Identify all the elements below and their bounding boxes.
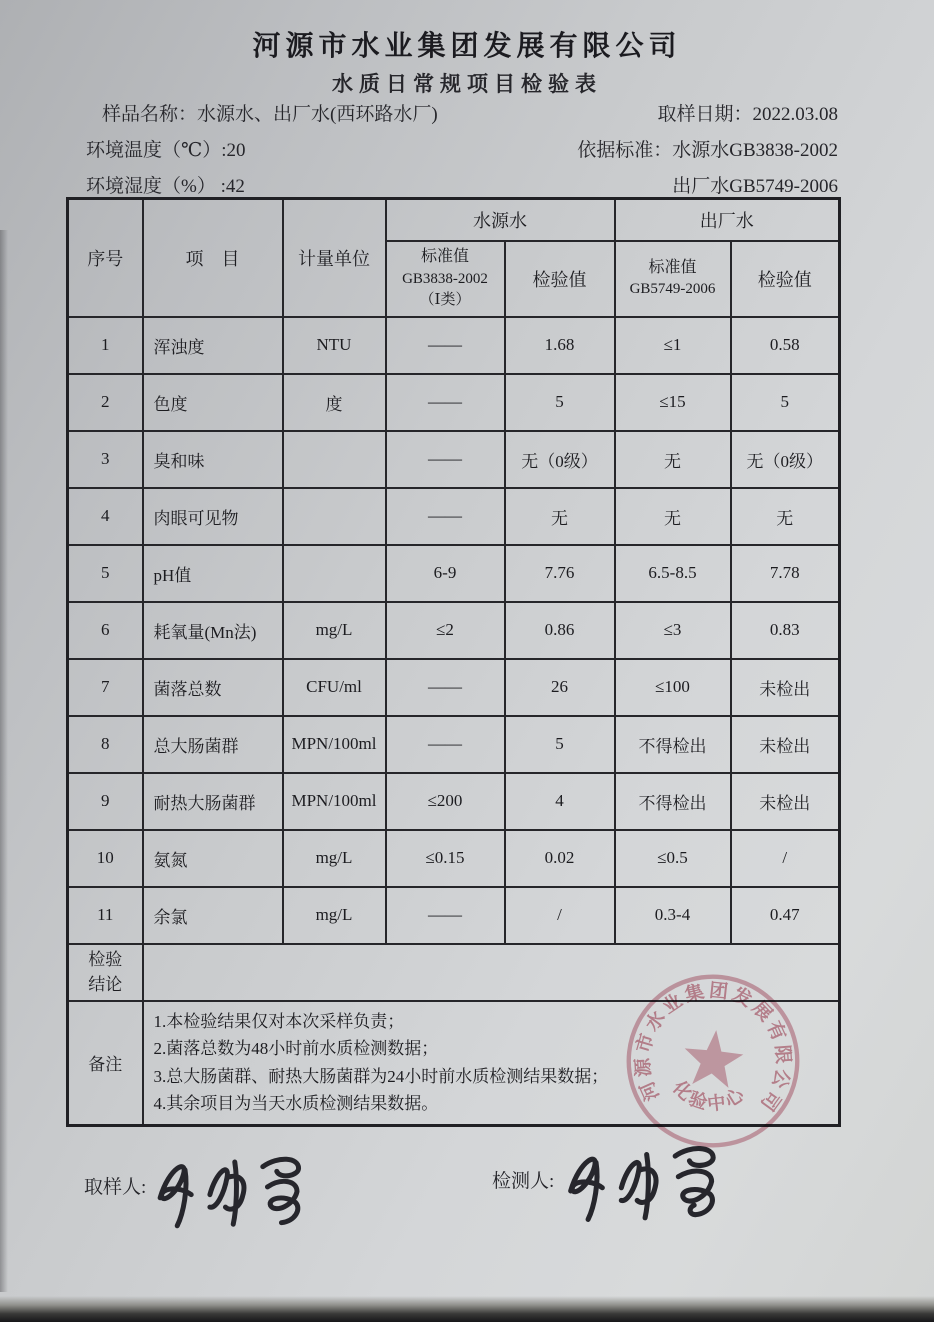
cell-no: 7 [68,659,143,716]
cell-no: 3 [68,431,143,488]
cell-source-standard: ≤0.15 [386,830,505,887]
table-row [68,602,840,659]
standard-outlet-water: 出厂水GB5749-2006 [672,176,838,197]
cell-item: 臭和味 [143,431,283,488]
report-info [86,99,838,207]
cell-source-value: 5 [505,716,615,773]
table-row [68,887,840,944]
svg-text:化验中心: 化验中心 [668,1076,750,1115]
table-row [68,716,840,773]
cell-outlet-standard: 无 [615,488,731,545]
header-item: 项 目 [143,199,283,317]
cell-outlet-standard: ≤3 [615,602,731,659]
svg-text:河源市水业集团发展有限公司: 河源市水业集团发展有限公司 [632,980,794,1117]
cell-outlet-value: 0.83 [731,602,840,659]
cell-no: 4 [68,488,143,545]
cell-outlet-standard: ≤1 [615,317,731,374]
cell-outlet-standard: 不得检出 [615,716,731,773]
cell-no: 6 [68,602,143,659]
cell-source-value: 7.76 [505,545,615,602]
source-standard-class: （Ⅰ类） [419,291,471,308]
source-standard-label: 标准值 [420,248,469,266]
sample-name: 样品名称：水源水、出厂水(西环路水厂) [102,104,438,125]
header-no: 序号 [68,199,143,317]
cell-outlet-value: 0.47 [731,887,840,944]
env-temperature: 环境温度（℃）:20 [86,140,246,161]
cell-item: 浑浊度 [143,317,283,374]
company-title: 河源市水业集团发展有限公司 [252,31,682,62]
photo-left-shadow [0,230,8,1292]
cell-outlet-standard: 不得检出 [615,773,731,830]
table-row [68,431,840,488]
cell-outlet-value: 0.58 [731,317,840,374]
sampler-label: 取样人: [84,1177,147,1198]
cell-item: 耗氧量(Mn法) [143,602,283,659]
table-row [68,773,840,830]
cell-source-value: 无（0级） [505,431,615,488]
header-source-test-value: 检验值 [505,241,615,317]
cell-outlet-standard: ≤0.5 [615,830,731,887]
remark-line: 2.菌落总数为48小时前水质检测数据； [153,1039,439,1059]
cell-outlet-value: 未检出 [731,773,840,830]
remark-line: 3.总大肠菌群、耐热大肠菌群为24小时前水质检测结果数据； [153,1066,609,1086]
sampling-date: 取样日期：2022.03.08 [657,104,838,125]
remark-line: 4.其余项目为当天水质检测结果数据。 [153,1094,439,1114]
cell-source-value: 26 [505,659,615,716]
header-row-groups [68,199,840,241]
cell-source-standard: —— [386,317,505,374]
cell-outlet-standard: 6.5-8.5 [615,545,731,602]
cell-outlet-standard: 0.3-4 [615,887,731,944]
cell-item: 肉眼可见物 [143,488,283,545]
cell-source-standard: —— [386,887,505,944]
cell-no: 10 [68,830,143,887]
table-row [68,659,840,716]
env-humidity: 环境湿度（%） :42 [86,176,245,197]
standard-source-water: 依据标准：水源水GB3838-2002 [577,140,838,161]
cell-outlet-value: 无 [731,488,840,545]
header-outlet-test-value: 检验值 [731,241,840,317]
outlet-standard-label: 标准值 [648,258,697,276]
sampler-signature [146,1148,336,1232]
table-row [68,830,840,887]
cell-item: 氨氮 [143,830,283,887]
cell-no: 5 [68,545,143,602]
cell-unit: 度 [283,374,386,431]
stamp-star-icon [681,1027,745,1089]
table-row [68,488,840,545]
cell-outlet-value: 未检出 [731,716,840,773]
remarks-label: 备注 [68,1001,143,1126]
cell-no: 1 [68,317,143,374]
cell-unit [283,545,386,602]
form-title: 水质日常规项目检验表 [332,72,602,96]
cell-item: 耐热大肠菌群 [143,773,283,830]
company-seal-stamp [612,960,814,1162]
cell-unit: MPN/100ml [283,773,386,830]
cell-source-value: 1.68 [505,317,615,374]
cell-item: 总大肠菌群 [143,716,283,773]
cell-source-value: 无 [505,488,615,545]
cell-outlet-value: 5 [731,374,840,431]
info-line-2 [86,135,838,162]
cell-source-standard: —— [386,431,505,488]
cell-unit [283,488,386,545]
cell-item: 余氯 [143,887,283,944]
cell-item: 色度 [143,374,283,431]
cell-no: 2 [68,374,143,431]
cell-unit [283,431,386,488]
cell-unit: NTU [283,317,386,374]
cell-unit: CFU/ml [283,659,386,716]
cell-source-standard: —— [386,374,505,431]
cell-outlet-value: / [731,830,840,887]
cell-source-value: 5 [505,374,615,431]
cell-source-value: / [505,887,615,944]
cell-source-standard: —— [386,488,505,545]
cell-source-standard: 6-9 [386,545,505,602]
signature-area [0,1150,934,1260]
header-outlet-standard [615,241,731,317]
header-source-standard [386,241,505,317]
cell-source-value: 0.02 [505,830,615,887]
cell-no: 11 [68,887,143,944]
cell-item: pH值 [143,545,283,602]
tester-signature [558,1138,748,1228]
cell-outlet-value: 7.78 [731,545,840,602]
cell-outlet-standard: ≤15 [615,374,731,431]
cell-outlet-standard: ≤100 [615,659,731,716]
source-standard-code: GB3838-2002 [402,270,488,287]
cell-outlet-value: 无（0级） [731,431,840,488]
header-source-water: 水源水 [386,199,615,241]
cell-source-value: 4 [505,773,615,830]
cell-outlet-standard: 无 [615,431,731,488]
cell-outlet-value: 未检出 [731,659,840,716]
table-body [68,317,840,944]
header-unit: 计量单位 [283,199,386,317]
conclusion-label: 检验结论 [68,944,143,1001]
table-row [68,317,840,374]
cell-source-standard: —— [386,716,505,773]
cell-no: 8 [68,716,143,773]
cell-unit: MPN/100ml [283,716,386,773]
cell-unit: mg/L [283,602,386,659]
header-outlet-water: 出厂水 [615,199,840,241]
cell-source-value: 0.86 [505,602,615,659]
cell-source-standard: —— [386,659,505,716]
remark-line: 1.本检验结果仅对本次采样负责； [153,1011,405,1031]
cell-source-standard: ≤200 [386,773,505,830]
cell-no: 9 [68,773,143,830]
info-line-1 [86,99,838,126]
cell-unit: mg/L [283,887,386,944]
cell-source-standard: ≤2 [386,602,505,659]
tester-label: 检测人: [492,1171,555,1192]
table-row [68,545,840,602]
cell-unit: mg/L [283,830,386,887]
cell-item: 菌落总数 [143,659,283,716]
info-line-3 [86,171,838,198]
outlet-standard-code: GB5749-2006 [629,281,716,298]
table-row [68,374,840,431]
photo-bottom-edge [0,1296,934,1322]
